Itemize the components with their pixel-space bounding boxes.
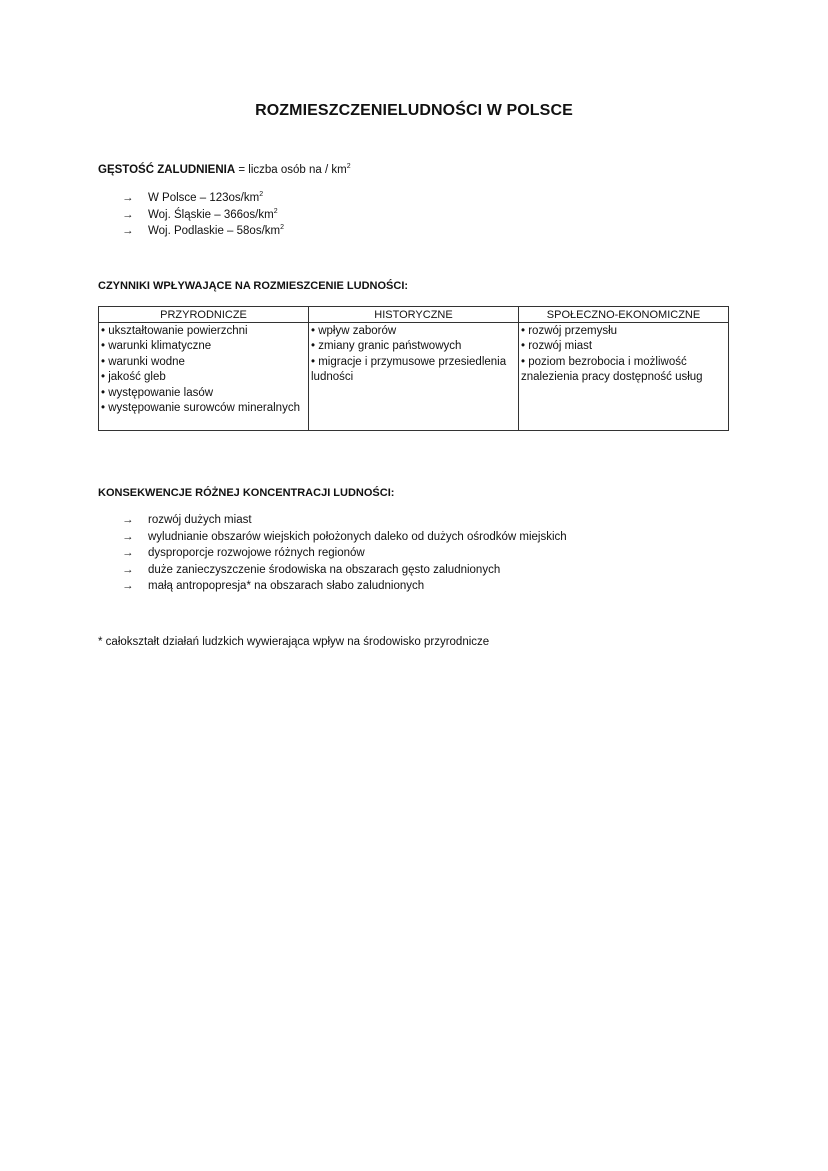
historical-factors-cell [309,323,519,431]
list-item: • rozwój miast [521,340,593,353]
consequence-item-text: dysproporcje rozwojowe różnych regionów [148,547,365,560]
density-item-text: Woj. Podlaskie – 58os/km [148,225,281,238]
consequence-item [122,529,567,546]
consequence-item-text: wyludnianie obszarów wiejskich położonych daleko od dużych ośrodków miejskich [148,530,567,543]
arrow-icon: → [122,514,134,526]
density-item [122,207,284,224]
footnote: * całokształt działań ludzkich wywierająca wpływ na środowisko przyrodnicze [98,636,490,648]
list-item: • występowanie lasów [101,386,214,399]
density-term: GĘSTOŚĆ ZALUDNIENIA [98,164,236,176]
density-item [122,190,284,207]
consequence-item [122,512,567,529]
list-item: • poziom bezrobocia i możliwość znalezienia pracy dostępność usług [521,355,703,384]
density-definition [98,164,351,176]
consequence-item-text: duże zanieczyszczenie środowiska na obszarach gęsto zaludnionych [148,563,501,576]
page-title: ROZMIESZCZENIELUDNOŚCI W POLSCE [255,102,573,119]
list-item: • migracje i przymusowe przesiedlenia ludności [311,355,507,384]
density-item-exponent: 2 [280,224,285,232]
arrow-icon: → [122,208,134,221]
consequence-item [122,578,567,595]
factors-header-row [99,307,729,323]
density-item-text: Woj. Śląskie – 366os/km [148,208,274,221]
column-header-socio-economic: SPOŁECZNO-EKONOMICZNE [519,307,729,323]
list-item: • jakość gleb [101,371,166,384]
consequences-list [122,512,567,595]
factors-table [98,306,729,431]
factors-heading: CZYNNIKI WPŁYWAJĄCE NA ROZMIESZCENIE LUDNOŚCI: [98,280,409,292]
arrow-icon: → [122,225,134,238]
list-item: • rozwój przemysłu [521,325,618,337]
consequence-item [122,545,567,562]
density-item-exponent: 2 [259,191,264,199]
socio-economic-factors-cell [519,323,729,431]
density-list [122,190,284,240]
density-item-text: W Polsce – 123os/km [148,192,260,204]
natural-factors-cell [99,323,309,431]
arrow-icon: → [122,580,134,593]
list-item: • ukształtowanie powierzchni [101,325,248,337]
arrow-icon: → [122,530,134,543]
arrow-icon: → [122,563,134,576]
list-item: • wpływ zaborów [311,325,397,337]
factors-body-row [99,323,729,431]
consequence-item-text: małą antropopresja* na obszarach słabo zaludnionych [148,580,425,593]
list-item: • warunki wodne [101,355,185,368]
list-item: • warunki klimatyczne [101,340,212,353]
column-header-historical: HISTORYCZNE [309,307,519,323]
arrow-icon: → [122,192,134,204]
list-item: • zmiany granic państwowych [311,340,462,353]
consequence-item [122,562,567,579]
consequence-item-text: rozwój dużych miast [148,514,252,526]
list-item: • występowanie surowców mineralnych [101,402,300,415]
column-header-natural: PRZYRODNICZE [99,307,309,323]
arrow-icon: → [122,547,134,560]
density-formula: = liczba osób na / km [235,164,347,176]
density-item [122,223,284,240]
density-formula-exponent: 2 [346,163,351,171]
density-item-exponent: 2 [273,207,278,215]
consequences-heading: KONSEKWENCJE RÓŻNEJ KONCENTRACJI LUDNOŚCI: [98,487,395,499]
